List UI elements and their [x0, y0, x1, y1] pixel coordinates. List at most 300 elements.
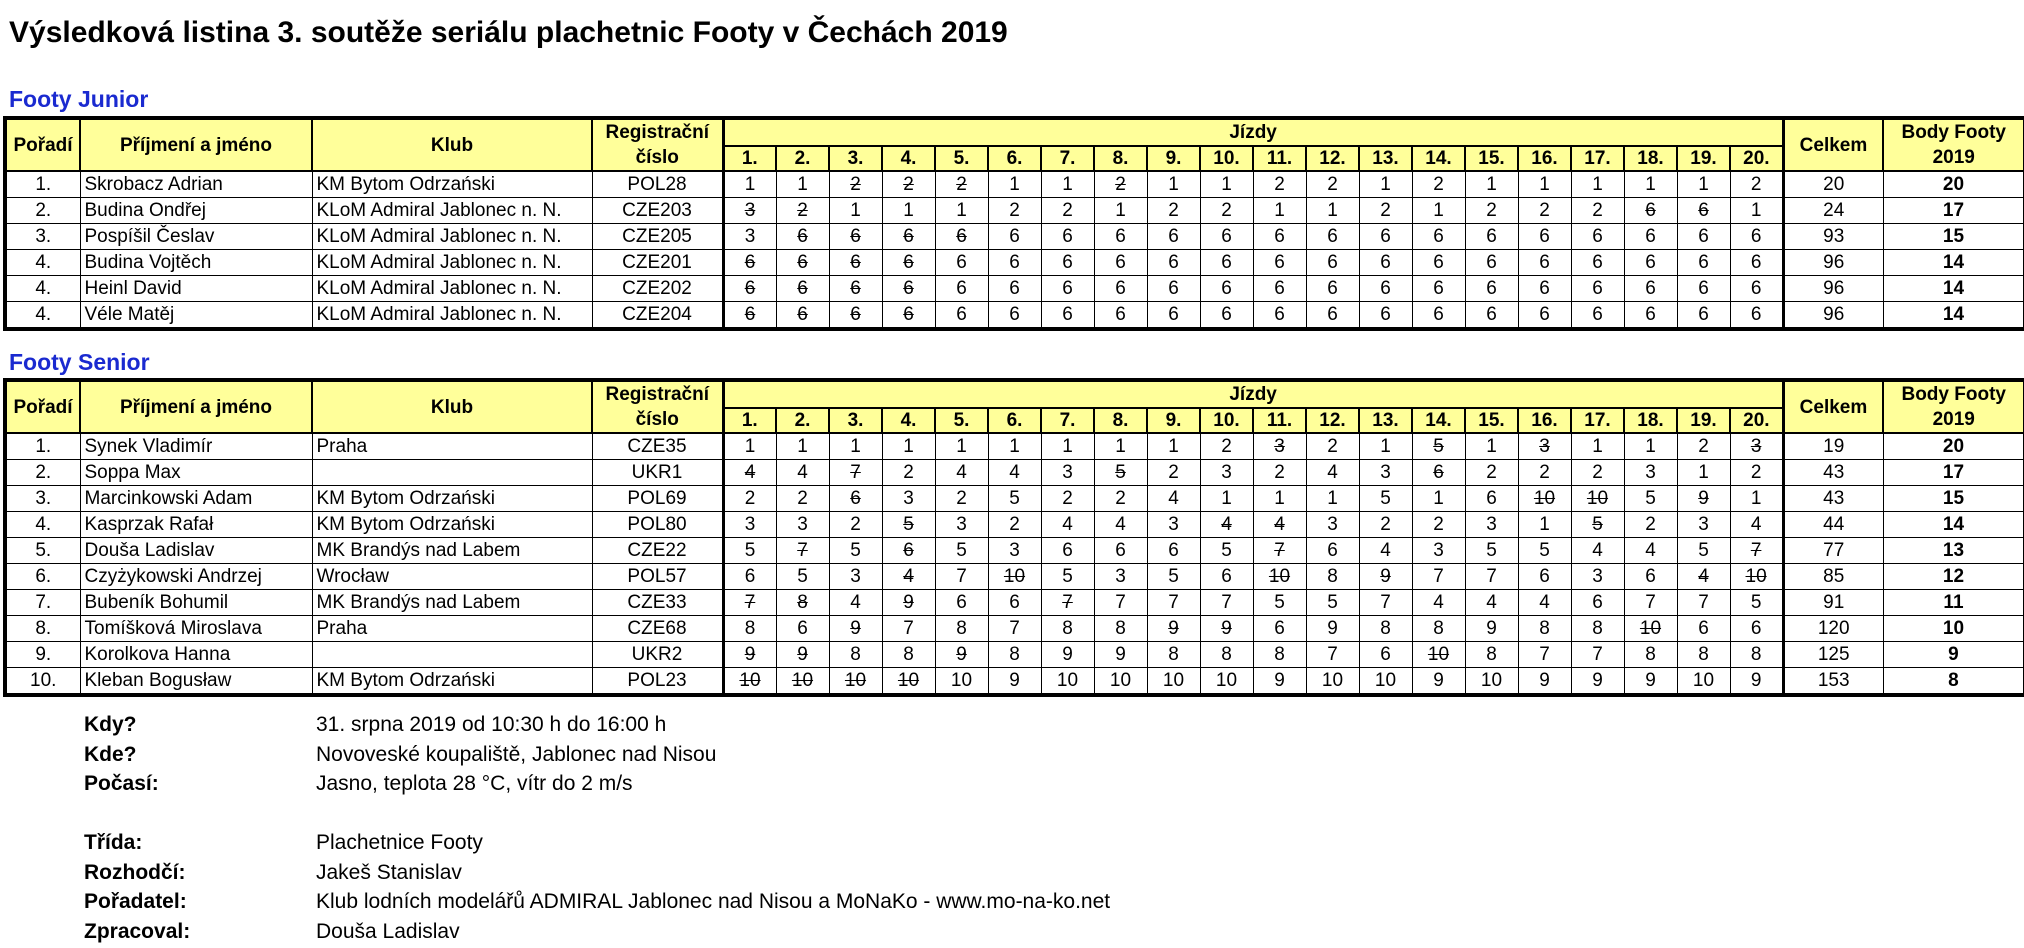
race-result-cell: 5: [1200, 538, 1253, 564]
race-result-cell: 1: [988, 171, 1041, 198]
race-result-cell: 6: [1147, 250, 1200, 276]
header-race-number: 15.: [1465, 408, 1518, 433]
race-result-cell: 2: [1041, 198, 1094, 224]
race-result-cell: 1: [1465, 171, 1518, 198]
race-result-cell: 1: [1412, 486, 1465, 512]
race-result-cell: 1: [1571, 171, 1624, 198]
club-cell: KM Bytom Odrzański: [312, 512, 592, 538]
race-result-cell: 6: [1412, 276, 1465, 302]
race-result-cell: 1: [723, 171, 776, 198]
race-result-cell: 7: [1147, 590, 1200, 616]
race-result-cell: 1: [988, 433, 1041, 460]
info-value: 31. srpna 2019 od 10:30 h do 16:00 h: [316, 713, 667, 736]
race-result-cell: 9: [882, 590, 935, 616]
race-result-cell: 6: [1306, 302, 1359, 330]
race-result-cell: 6: [1412, 460, 1465, 486]
race-result-cell: 2: [776, 486, 829, 512]
header-races: Jízdy: [723, 380, 1783, 408]
race-result-cell: 8: [1677, 642, 1730, 668]
race-result-cell: 9: [1253, 668, 1306, 696]
race-result-cell: 6: [723, 250, 776, 276]
race-result-cell: 6: [1094, 250, 1147, 276]
race-result-cell: 6: [1465, 250, 1518, 276]
info-value: Jakeš Stanislav: [316, 860, 462, 884]
registration-cell: POL80: [592, 512, 723, 538]
header-race-number: 17.: [1571, 408, 1624, 433]
race-result-cell: 5: [1518, 538, 1571, 564]
race-result-cell: 1: [1730, 486, 1783, 512]
info-row: [84, 858, 1110, 888]
race-result-cell: 6: [1253, 250, 1306, 276]
name-cell: Tomíšková Miroslava: [80, 616, 312, 642]
registration-cell: CZE35: [592, 433, 723, 460]
race-result-cell: 6: [1465, 224, 1518, 250]
table-row: [5, 642, 2024, 668]
race-result-cell: 2: [882, 460, 935, 486]
race-result-cell: 5: [1147, 564, 1200, 590]
race-result-cell: 6: [1041, 302, 1094, 330]
race-result-cell: 1: [1359, 171, 1412, 198]
points-cell: 15: [1883, 224, 2024, 250]
header-registration: [592, 118, 723, 171]
race-result-cell: 5: [776, 564, 829, 590]
race-result-cell: 2: [1730, 171, 1783, 198]
race-result-cell: 6: [1359, 224, 1412, 250]
race-result-cell: 3: [1147, 512, 1200, 538]
info-label: Zpracoval:: [84, 919, 191, 943]
race-result-cell: 2: [1359, 198, 1412, 224]
rank-cell: 9.: [5, 642, 80, 668]
rank-cell: 8.: [5, 616, 80, 642]
race-result-cell: 9: [1359, 564, 1412, 590]
race-result-cell: 3: [988, 538, 1041, 564]
header-registration: [592, 380, 723, 433]
race-result-cell: 2: [988, 512, 1041, 538]
race-result-cell: 9: [1041, 642, 1094, 668]
race-result-cell: 2: [829, 171, 882, 198]
race-result-cell: 3: [1518, 433, 1571, 460]
race-result-cell: 1: [1518, 512, 1571, 538]
race-result-cell: 6: [1518, 302, 1571, 330]
race-result-cell: 10: [882, 668, 935, 696]
race-result-cell: 6: [988, 224, 1041, 250]
club-cell: MK Brandýs nad Labem: [312, 538, 592, 564]
race-result-cell: 4: [1147, 486, 1200, 512]
race-result-cell: 9: [1624, 668, 1677, 696]
race-result-cell: 6: [1306, 250, 1359, 276]
race-result-cell: 8: [882, 642, 935, 668]
race-result-cell: 4: [1677, 564, 1730, 590]
header-race-number: 3.: [829, 146, 882, 171]
info-value: Jasno, teplota 28 °C, vítr do 2 m/s: [316, 772, 633, 795]
race-result-cell: 3: [1041, 460, 1094, 486]
registration-cell: CZE68: [592, 616, 723, 642]
race-result-cell: 3: [1094, 564, 1147, 590]
race-result-cell: 6: [1465, 302, 1518, 330]
header-race-number: 20.: [1730, 408, 1783, 433]
race-result-cell: 4: [882, 564, 935, 590]
race-result-cell: 6: [1200, 250, 1253, 276]
club-cell: KLoM Admiral Jablonec n. N.: [312, 276, 592, 302]
club-cell: KLoM Admiral Jablonec n. N.: [312, 302, 592, 330]
race-result-cell: 4: [1094, 512, 1147, 538]
race-result-cell: 8: [1306, 564, 1359, 590]
points-cell: 17: [1883, 460, 2024, 486]
race-result-cell: 2: [1253, 171, 1306, 198]
race-result-cell: 10: [1571, 486, 1624, 512]
race-result-cell: 10: [1094, 668, 1147, 696]
race-result-cell: 2: [1306, 171, 1359, 198]
race-result-cell: 3: [1677, 512, 1730, 538]
table-row: [5, 276, 2024, 302]
info-row: [84, 710, 1110, 740]
header-race-number: 12.: [1306, 146, 1359, 171]
name-cell: Douša Ladislav: [80, 538, 312, 564]
race-result-cell: 7: [1624, 590, 1677, 616]
race-result-cell: 6: [1147, 224, 1200, 250]
race-result-cell: 8: [1147, 642, 1200, 668]
info-value: Plachetnice Footy: [316, 831, 483, 854]
race-result-cell: 6: [988, 302, 1041, 330]
race-result-cell: 4: [829, 590, 882, 616]
header-total: Celkem: [1783, 118, 1883, 171]
race-result-cell: 6: [1253, 616, 1306, 642]
race-result-cell: 10: [1677, 668, 1730, 696]
race-result-cell: 2: [1518, 198, 1571, 224]
race-result-cell: 9: [1147, 616, 1200, 642]
race-result-cell: 5: [1571, 512, 1624, 538]
race-result-cell: 1: [1571, 433, 1624, 460]
race-result-cell: 3: [1412, 538, 1465, 564]
race-result-cell: 2: [776, 198, 829, 224]
points-cell: 14: [1883, 512, 2024, 538]
total-cell: 24: [1783, 198, 1883, 224]
race-result-cell: 9: [723, 642, 776, 668]
info-value: Klub lodních modelářů ADMIRAL Jablonec nad Nisou a MoNaKo - www.mo-na-ko.net: [316, 890, 1111, 913]
race-result-cell: 6: [1359, 642, 1412, 668]
race-result-cell: 1: [1094, 198, 1147, 224]
header-race-number: 4.: [882, 408, 935, 433]
points-cell: 9: [1883, 642, 2024, 668]
race-result-cell: 7: [1412, 564, 1465, 590]
section-title-senior: Footy Senior: [9, 349, 150, 375]
race-result-cell: 6: [1571, 250, 1624, 276]
race-result-cell: 6: [776, 250, 829, 276]
race-result-cell: 8: [1200, 642, 1253, 668]
race-result-cell: 2: [1359, 512, 1412, 538]
race-result-cell: 3: [1306, 512, 1359, 538]
race-result-cell: 6: [1730, 276, 1783, 302]
header-points-line1: Body Footy: [1901, 384, 2006, 405]
section-title-junior: Footy Junior: [9, 86, 149, 112]
info-row: [84, 740, 1110, 770]
table-row: [5, 538, 2024, 564]
race-result-cell: 6: [1041, 224, 1094, 250]
race-result-cell: 6: [935, 276, 988, 302]
race-result-cell: 1: [1306, 198, 1359, 224]
race-result-cell: 5: [1041, 564, 1094, 590]
race-result-cell: 1: [1253, 486, 1306, 512]
race-result-cell: 10: [935, 668, 988, 696]
total-cell: 20: [1783, 171, 1883, 198]
registration-cell: POL57: [592, 564, 723, 590]
race-result-cell: 6: [935, 302, 988, 330]
race-result-cell: 7: [1677, 590, 1730, 616]
race-result-cell: 8: [1253, 642, 1306, 668]
race-result-cell: 6: [723, 276, 776, 302]
race-result-cell: 10: [1412, 642, 1465, 668]
race-result-cell: 4: [1518, 590, 1571, 616]
race-result-cell: 5: [1094, 460, 1147, 486]
race-result-cell: 5: [882, 512, 935, 538]
race-result-cell: 10: [1359, 668, 1412, 696]
race-result-cell: 4: [1571, 538, 1624, 564]
total-cell: 44: [1783, 512, 1883, 538]
race-result-cell: 1: [1465, 433, 1518, 460]
header-race-number: 9.: [1147, 408, 1200, 433]
rank-cell: 1.: [5, 171, 80, 198]
race-result-cell: 6: [1624, 564, 1677, 590]
points-cell: 14: [1883, 250, 2024, 276]
header-race-number: 8.: [1094, 146, 1147, 171]
total-cell: 120: [1783, 616, 1883, 642]
race-result-cell: 6: [1624, 250, 1677, 276]
race-result-cell: 6: [935, 590, 988, 616]
table-row: [5, 198, 2024, 224]
race-result-cell: 4: [988, 460, 1041, 486]
race-result-cell: 2: [935, 486, 988, 512]
race-result-cell: 4: [1359, 538, 1412, 564]
race-result-cell: 6: [776, 302, 829, 330]
race-result-cell: 8: [1465, 642, 1518, 668]
registration-cell: CZE202: [592, 276, 723, 302]
race-result-cell: 8: [1359, 616, 1412, 642]
race-result-cell: 10: [1253, 564, 1306, 590]
header-race-number: 6.: [988, 408, 1041, 433]
header-race-number: 14.: [1412, 408, 1465, 433]
race-result-cell: 2: [882, 171, 935, 198]
race-result-cell: 2: [935, 171, 988, 198]
race-result-cell: 6: [1041, 538, 1094, 564]
header-race-number: 2.: [776, 146, 829, 171]
race-result-cell: 9: [1094, 642, 1147, 668]
race-result-cell: 1: [1147, 171, 1200, 198]
race-result-cell: 6: [1624, 198, 1677, 224]
table-row: [5, 250, 2024, 276]
race-result-cell: 6: [1412, 302, 1465, 330]
points-cell: 13: [1883, 538, 2024, 564]
header-race-number: 18.: [1624, 408, 1677, 433]
name-cell: Véle Matěj: [80, 302, 312, 330]
race-result-cell: 6: [1147, 276, 1200, 302]
header-races: Jízdy: [723, 118, 1783, 146]
header-race-number: 1.: [723, 146, 776, 171]
header-points-line1: Body Footy: [1901, 122, 2006, 143]
header-points-line2: 2019: [1932, 409, 1975, 430]
race-result-cell: 8: [829, 642, 882, 668]
race-result-cell: 6: [1571, 590, 1624, 616]
registration-cell: CZE22: [592, 538, 723, 564]
club-cell: [312, 642, 592, 668]
race-result-cell: 8: [776, 590, 829, 616]
race-result-cell: 10: [988, 564, 1041, 590]
rank-cell: 2.: [5, 460, 80, 486]
registration-cell: UKR2: [592, 642, 723, 668]
rank-cell: 6.: [5, 564, 80, 590]
race-result-cell: 6: [1094, 224, 1147, 250]
name-cell: Soppa Max: [80, 460, 312, 486]
header-points-line2: 2019: [1932, 147, 1975, 168]
race-result-cell: 6: [1253, 224, 1306, 250]
race-result-cell: 2: [988, 198, 1041, 224]
race-result-cell: 10: [1624, 616, 1677, 642]
club-cell: KLoM Admiral Jablonec n. N.: [312, 250, 592, 276]
race-result-cell: 4: [1624, 538, 1677, 564]
header-race-number: 2.: [776, 408, 829, 433]
race-result-cell: 1: [882, 433, 935, 460]
header-race-number: 7.: [1041, 408, 1094, 433]
race-result-cell: 10: [1306, 668, 1359, 696]
club-cell: Praha: [312, 616, 592, 642]
race-result-cell: 4: [1306, 460, 1359, 486]
race-result-cell: 2: [1465, 460, 1518, 486]
rank-cell: 2.: [5, 198, 80, 224]
race-result-cell: 3: [1253, 433, 1306, 460]
total-cell: 96: [1783, 250, 1883, 276]
race-result-cell: 6: [1677, 224, 1730, 250]
race-result-cell: 6: [882, 276, 935, 302]
race-result-cell: 6: [1253, 302, 1306, 330]
race-result-cell: 4: [935, 460, 988, 486]
race-result-cell: 1: [1359, 433, 1412, 460]
info-row: [84, 887, 1110, 917]
race-result-cell: 2: [1730, 460, 1783, 486]
race-result-cell: 7: [1359, 590, 1412, 616]
race-result-cell: 6: [776, 224, 829, 250]
rank-cell: 4.: [5, 302, 80, 330]
total-cell: 85: [1783, 564, 1883, 590]
header-race-number: 8.: [1094, 408, 1147, 433]
name-cell: Marcinkowski Adam: [80, 486, 312, 512]
race-result-cell: 1: [1306, 486, 1359, 512]
total-cell: 96: [1783, 302, 1883, 330]
info-label: Třída:: [84, 831, 143, 854]
header-club: Klub: [312, 118, 592, 171]
race-result-cell: 6: [1200, 302, 1253, 330]
race-result-cell: 6: [1253, 276, 1306, 302]
race-result-cell: 1: [882, 198, 935, 224]
race-result-cell: 6: [776, 616, 829, 642]
header-race-number: 13.: [1359, 146, 1412, 171]
club-cell: KM Bytom Odrzański: [312, 668, 592, 696]
race-result-cell: 2: [1624, 512, 1677, 538]
race-result-cell: 1: [935, 198, 988, 224]
race-result-cell: 3: [935, 512, 988, 538]
race-result-cell: 7: [1465, 564, 1518, 590]
race-result-cell: 7: [1730, 538, 1783, 564]
info-label: Kde?: [84, 742, 137, 766]
race-result-cell: 1: [1677, 171, 1730, 198]
race-result-cell: 7: [1571, 642, 1624, 668]
race-result-cell: 10: [723, 668, 776, 696]
race-result-cell: 2: [1147, 198, 1200, 224]
race-result-cell: 6: [988, 276, 1041, 302]
registration-cell: CZE205: [592, 224, 723, 250]
race-result-cell: 6: [1624, 302, 1677, 330]
registration-cell: CZE201: [592, 250, 723, 276]
race-result-cell: 4: [1253, 512, 1306, 538]
race-result-cell: 4: [776, 460, 829, 486]
race-result-cell: 7: [882, 616, 935, 642]
rank-cell: 3.: [5, 486, 80, 512]
race-result-cell: 6: [1677, 302, 1730, 330]
race-result-cell: 10: [1730, 564, 1783, 590]
race-result-cell: 2: [829, 512, 882, 538]
race-result-cell: 8: [1094, 616, 1147, 642]
race-result-cell: 5: [1306, 590, 1359, 616]
race-result-cell: 6: [1306, 276, 1359, 302]
name-cell: Bubeník Bohumil: [80, 590, 312, 616]
header-row: [5, 118, 2024, 146]
header-race-number: 14.: [1412, 146, 1465, 171]
race-result-cell: 1: [776, 433, 829, 460]
header-race-number: 16.: [1518, 146, 1571, 171]
race-result-cell: 6: [1730, 302, 1783, 330]
info-value: Novoveské koupaliště, Jablonec nad Nisou: [316, 742, 717, 766]
race-result-cell: 5: [829, 538, 882, 564]
table-row: [5, 224, 2024, 250]
race-result-cell: 3: [882, 486, 935, 512]
race-result-cell: 5: [1730, 590, 1783, 616]
race-result-cell: 1: [1253, 198, 1306, 224]
race-result-cell: 7: [723, 590, 776, 616]
race-result-cell: 9: [1200, 616, 1253, 642]
name-cell: Skrobacz Adrian: [80, 171, 312, 198]
race-result-cell: 6: [1306, 538, 1359, 564]
race-result-cell: 1: [1412, 198, 1465, 224]
race-result-cell: 6: [1518, 564, 1571, 590]
registration-cell: POL23: [592, 668, 723, 696]
race-result-cell: 2: [1518, 460, 1571, 486]
club-cell: Wrocław: [312, 564, 592, 590]
race-result-cell: 6: [1730, 616, 1783, 642]
race-result-cell: 6: [1412, 224, 1465, 250]
info-value: Douša Ladislav: [316, 919, 460, 943]
race-result-cell: 6: [1624, 224, 1677, 250]
race-result-cell: 7: [1041, 590, 1094, 616]
points-cell: 20: [1883, 433, 2024, 460]
race-result-cell: 3: [1465, 512, 1518, 538]
race-result-cell: 2: [1677, 433, 1730, 460]
race-result-cell: 6: [829, 276, 882, 302]
race-result-cell: 7: [1094, 590, 1147, 616]
race-result-cell: 4: [723, 460, 776, 486]
race-result-cell: 6: [1412, 250, 1465, 276]
race-result-cell: 9: [988, 668, 1041, 696]
race-result-cell: 2: [1253, 460, 1306, 486]
race-result-cell: 10: [1465, 668, 1518, 696]
race-result-cell: 9: [1518, 668, 1571, 696]
rank-cell: 3.: [5, 224, 80, 250]
race-result-cell: 8: [1730, 642, 1783, 668]
total-cell: 93: [1783, 224, 1883, 250]
race-result-cell: 5: [1624, 486, 1677, 512]
header-row: [5, 380, 2024, 408]
race-result-cell: 6: [1730, 250, 1783, 276]
race-result-cell: 2: [1094, 486, 1147, 512]
race-result-cell: 1: [723, 433, 776, 460]
race-result-cell: 3: [1571, 564, 1624, 590]
